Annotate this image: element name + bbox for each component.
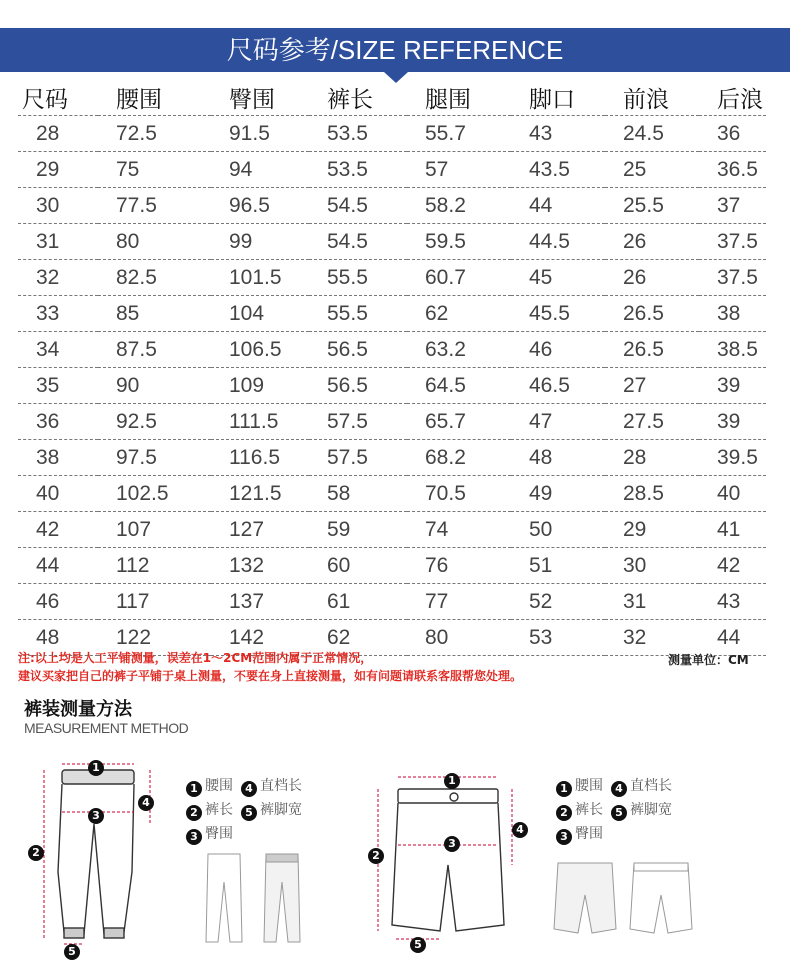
- table-cell: 33: [18, 296, 98, 332]
- table-cell: 43.5: [511, 152, 605, 188]
- size-table: [18, 80, 766, 656]
- table-row: [18, 476, 766, 512]
- table-cell: 28: [18, 116, 98, 152]
- table-cell: 90: [98, 368, 211, 404]
- table-cell: 48: [511, 440, 605, 476]
- table-row: [18, 188, 766, 224]
- table-cell: 26: [605, 260, 699, 296]
- table-cell: 57.5: [309, 440, 407, 476]
- pants-thumbnails: [200, 848, 330, 948]
- table-cell: 56.5: [309, 332, 407, 368]
- table-cell: 102.5: [98, 476, 211, 512]
- header-cell: 后浪: [699, 80, 766, 116]
- table-cell: 75: [98, 152, 211, 188]
- legend-num: 1: [186, 781, 202, 797]
- table-cell: 52: [511, 584, 605, 620]
- table-cell: 42: [18, 512, 98, 548]
- table-cell: 31: [18, 224, 98, 260]
- table-cell: 46.5: [511, 368, 605, 404]
- table-row: [18, 584, 766, 620]
- table-cell: 39: [699, 368, 766, 404]
- table-cell: 77.5: [98, 188, 211, 224]
- table-cell: 101.5: [211, 260, 309, 296]
- table-cell: 63.2: [407, 332, 511, 368]
- table-cell: 107: [98, 512, 211, 548]
- table-cell: 77: [407, 584, 511, 620]
- marker-3: 3: [88, 808, 104, 824]
- table-cell: 87.5: [98, 332, 211, 368]
- legend-num: 3: [556, 829, 572, 845]
- table-cell: 43: [511, 116, 605, 152]
- header-cell: 尺码: [18, 80, 98, 116]
- table-cell: 117: [98, 584, 211, 620]
- table-cell: 37: [699, 188, 766, 224]
- table-cell: 109: [211, 368, 309, 404]
- table-cell: 60.7: [407, 260, 511, 296]
- table-row: [18, 260, 766, 296]
- table-row: [18, 548, 766, 584]
- table-cell: 47: [511, 404, 605, 440]
- table-cell: 39.5: [699, 440, 766, 476]
- legend-label: 臀围: [205, 826, 233, 842]
- table-cell: 68.2: [407, 440, 511, 476]
- table-cell: 38: [18, 440, 98, 476]
- table-cell: 58: [309, 476, 407, 512]
- table-cell: 127: [211, 512, 309, 548]
- legend-label: 裤脚宽: [260, 802, 302, 818]
- table-cell: 28.5: [605, 476, 699, 512]
- table-cell: 49: [511, 476, 605, 512]
- table-cell: 85: [98, 296, 211, 332]
- table-cell: 55.5: [309, 296, 407, 332]
- table-cell: 74: [407, 512, 511, 548]
- legend-num: 4: [241, 781, 257, 797]
- legend-label: 直档长: [260, 778, 302, 794]
- table-cell: 42: [699, 548, 766, 584]
- table-cell: 41: [699, 512, 766, 548]
- legend-label: 直档长: [630, 778, 672, 794]
- note-line: 建议买家把自己的裤子平铺于桌上测量，不要在身上直接测量，如有问题请联系客服帮您处理。: [18, 669, 523, 683]
- table-cell: 59: [309, 512, 407, 548]
- table-cell: 53: [511, 620, 605, 656]
- table-cell: 142: [211, 620, 309, 656]
- table-cell: 45.5: [511, 296, 605, 332]
- legend-label: 裤脚宽: [630, 802, 672, 818]
- table-cell: 39: [699, 404, 766, 440]
- table-cell: 31: [605, 584, 699, 620]
- table-cell: 32: [605, 620, 699, 656]
- table-cell: 38.5: [699, 332, 766, 368]
- marker-1: 1: [88, 760, 104, 776]
- table-cell: 99: [211, 224, 309, 260]
- legend-num: 5: [241, 805, 257, 821]
- table-cell: 35: [18, 368, 98, 404]
- table-cell: 54.5: [309, 188, 407, 224]
- table-cell: 54.5: [309, 224, 407, 260]
- shorts-thumbnails: [550, 855, 700, 940]
- table-cell: 44.5: [511, 224, 605, 260]
- table-cell: 27: [605, 368, 699, 404]
- table-row: [18, 440, 766, 476]
- header-cell: 腿围: [407, 80, 511, 116]
- table-cell: 46: [511, 332, 605, 368]
- legend-num: 2: [186, 805, 202, 821]
- legend-num: 3: [186, 829, 202, 845]
- method-title: 裤装测量方法: [24, 699, 132, 720]
- size-table-header: [18, 80, 766, 116]
- table-row: [18, 116, 766, 152]
- table-cell: 30: [605, 548, 699, 584]
- table-cell: 37.5: [699, 260, 766, 296]
- table-cell: 58.2: [407, 188, 511, 224]
- table-cell: 91.5: [211, 116, 309, 152]
- table-cell: 112: [98, 548, 211, 584]
- page-title: 尺码参考/SIZE REFERENCE: [226, 35, 564, 65]
- table-row: [18, 368, 766, 404]
- table-cell: 96.5: [211, 188, 309, 224]
- unit-label: 测量单位：CM: [668, 653, 749, 667]
- shorts-diagram: [362, 765, 532, 950]
- legend-label: 裤长: [575, 802, 603, 818]
- legend-num: 5: [611, 805, 627, 821]
- table-cell: 43: [699, 584, 766, 620]
- table-cell: 44: [699, 620, 766, 656]
- header-cell: 臀围: [211, 80, 309, 116]
- table-cell: 121.5: [211, 476, 309, 512]
- table-cell: 137: [211, 584, 309, 620]
- marker-4: 4: [512, 822, 528, 838]
- table-cell: 30: [18, 188, 98, 224]
- table-cell: 61: [309, 584, 407, 620]
- table-cell: 26.5: [605, 332, 699, 368]
- table-cell: 46: [18, 584, 98, 620]
- marker-3: 3: [444, 836, 460, 852]
- table-cell: 48: [18, 620, 98, 656]
- size-table-body: [18, 116, 766, 656]
- table-cell: 32: [18, 260, 98, 296]
- table-cell: 94: [211, 152, 309, 188]
- marker-1: 1: [444, 773, 460, 789]
- shorts-legend: [556, 774, 672, 846]
- header-cell: 裤长: [309, 80, 407, 116]
- table-cell: 57: [407, 152, 511, 188]
- legend-label: 腰围: [205, 778, 233, 794]
- legend-label: 臀围: [575, 826, 603, 842]
- table-cell: 111.5: [211, 404, 309, 440]
- table-cell: 122: [98, 620, 211, 656]
- table-cell: 62: [407, 296, 511, 332]
- table-cell: 65.7: [407, 404, 511, 440]
- table-row: [18, 152, 766, 188]
- table-cell: 24.5: [605, 116, 699, 152]
- table-cell: 37.5: [699, 224, 766, 260]
- table-cell: 53.5: [309, 116, 407, 152]
- table-cell: 45: [511, 260, 605, 296]
- table-cell: 44: [18, 548, 98, 584]
- table-cell: 82.5: [98, 260, 211, 296]
- table-cell: 27.5: [605, 404, 699, 440]
- table-cell: 29: [18, 152, 98, 188]
- table-cell: 34: [18, 332, 98, 368]
- table-cell: 60: [309, 548, 407, 584]
- table-cell: 132: [211, 548, 309, 584]
- table-cell: 80: [407, 620, 511, 656]
- header-cell: 脚口: [511, 80, 605, 116]
- table-cell: 80: [98, 224, 211, 260]
- measurement-note: [18, 649, 522, 685]
- table-cell: 36: [699, 116, 766, 152]
- table-cell: 25.5: [605, 188, 699, 224]
- legend-num: 2: [556, 805, 572, 821]
- table-cell: 53.5: [309, 152, 407, 188]
- table-cell: 70.5: [407, 476, 511, 512]
- table-cell: 28: [605, 440, 699, 476]
- legend-label: 裤长: [205, 802, 233, 818]
- table-cell: 76: [407, 548, 511, 584]
- table-cell: 55.5: [309, 260, 407, 296]
- table-cell: 64.5: [407, 368, 511, 404]
- header-cell: 前浪: [605, 80, 699, 116]
- table-cell: 26.5: [605, 296, 699, 332]
- pants-diagram: [24, 752, 174, 962]
- table-cell: 57.5: [309, 404, 407, 440]
- table-cell: 26: [605, 224, 699, 260]
- legend-label: 腰围: [575, 778, 603, 794]
- table-cell: 44: [511, 188, 605, 224]
- method-subtitle: MEASUREMENT METHOD: [24, 720, 189, 736]
- table-cell: 40: [18, 476, 98, 512]
- table-row: [18, 296, 766, 332]
- pants-legend: [186, 774, 302, 846]
- table-cell: 56.5: [309, 368, 407, 404]
- table-cell: 38: [699, 296, 766, 332]
- table-row: [18, 404, 766, 440]
- table-cell: 104: [211, 296, 309, 332]
- table-cell: 36: [18, 404, 98, 440]
- legend-num: 1: [556, 781, 572, 797]
- table-cell: 59.5: [407, 224, 511, 260]
- legend-num: 4: [611, 781, 627, 797]
- table-cell: 97.5: [98, 440, 211, 476]
- table-cell: 51: [511, 548, 605, 584]
- table-cell: 25: [605, 152, 699, 188]
- table-cell: 29: [605, 512, 699, 548]
- table-cell: 40: [699, 476, 766, 512]
- table-cell: 55.7: [407, 116, 511, 152]
- note-line: 注:以上均是人工平铺测量，误差在1～2CM范围内属于正常情况，: [18, 651, 373, 665]
- marker-4: 4: [138, 795, 154, 811]
- table-cell: 36.5: [699, 152, 766, 188]
- table-row: [18, 224, 766, 260]
- table-cell: 72.5: [98, 116, 211, 152]
- table-cell: 62: [309, 620, 407, 656]
- table-cell: 106.5: [211, 332, 309, 368]
- table-cell: 92.5: [98, 404, 211, 440]
- marker-5: 5: [64, 944, 80, 960]
- table-row: [18, 332, 766, 368]
- marker-5: 5: [410, 937, 426, 953]
- marker-2: 2: [368, 848, 384, 864]
- table-cell: 116.5: [211, 440, 309, 476]
- table-cell: 50: [511, 512, 605, 548]
- header-cell: 腰围: [98, 80, 211, 116]
- marker-2: 2: [28, 845, 44, 861]
- table-row: [18, 512, 766, 548]
